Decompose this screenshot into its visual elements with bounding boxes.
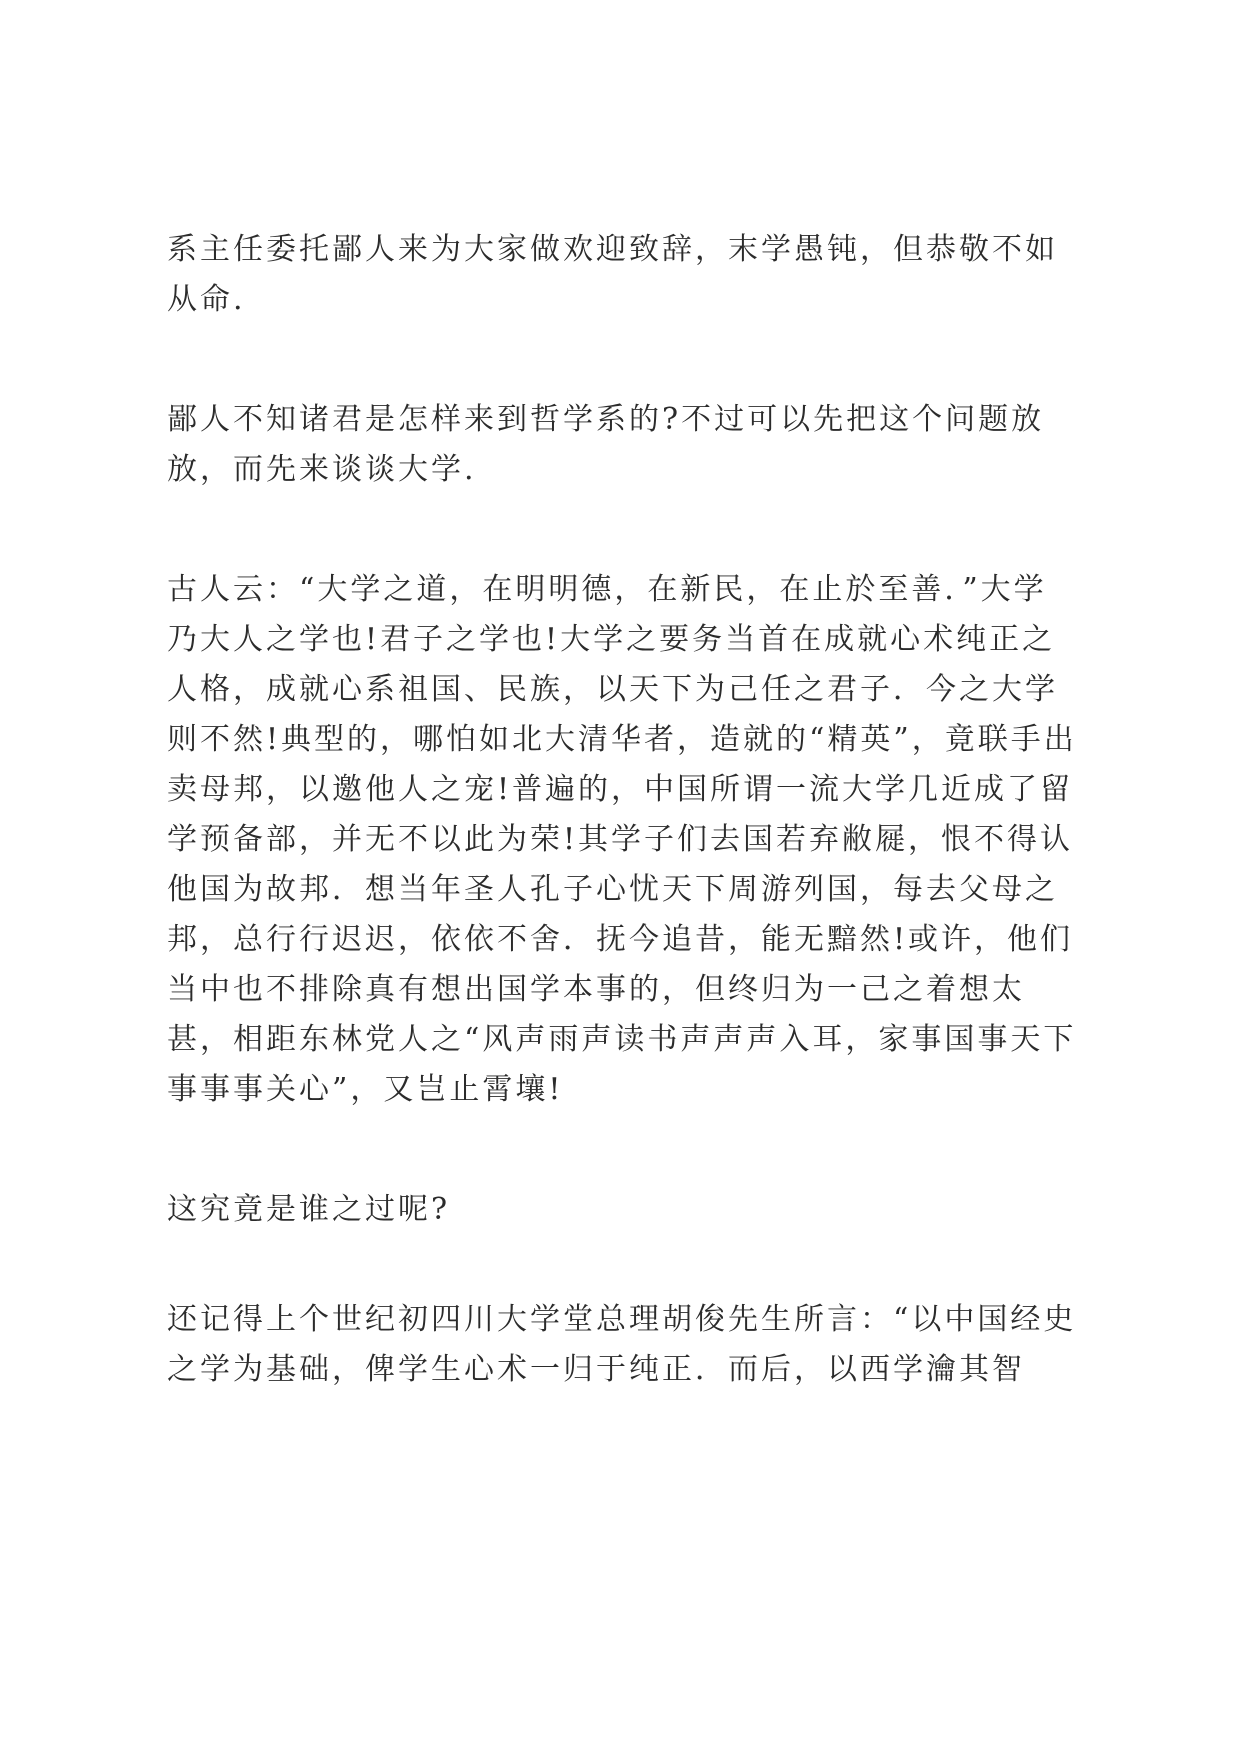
paragraph-3: 古人云：“大学之道，在明明德，在新民，在止於至善．”大学乃大人之学也!君子之学也!大学之要务当首在成就心术纯正之人格，成就心系祖国、民族，以天下为己任之君子．今之大学则不然!典型的，哪怕如北大清华者，造就的“精英”，竟联手出卖母邦，以邀他人之宠!普遍的，中国所谓一流大学几近成了留学预备部，并无不以此为荣!其学子们去国若弃敝屣，恨不得认他国为故邦．想当年圣人孔子心忧天下周游列国，每去父母之邦，总行行迟迟，依依不舍．抚今追昔，能无黯然!或许，他们当中也不排除真有想出国学本事的，但终归为一己之着想太甚，相距东林党人之“风声雨声读书声声声入耳，家事国事天下事事事关心”，又岂止霄壤! [167,572,1077,1107]
paragraph-4: 这究竟是谁之过呢? [167,1192,451,1227]
document-page [167,225,1077,1465]
paragraph-5: 还记得上个世纪初四川大学堂总理胡俊先生所言：“以中国经史之学为基础，俾学生心术一归于纯正．而后，以西学瀹其智 [167,1302,1077,1387]
paragraph-1: 系主任委托鄙人来为大家做欢迎致辞，末学愚钝，但恭敬不如从命. [167,232,1058,317]
paragraph-2: 鄙人不知诸君是怎样来到哲学系的?不过可以先把这个问题放放，而先来谈谈大学. [167,402,1045,487]
